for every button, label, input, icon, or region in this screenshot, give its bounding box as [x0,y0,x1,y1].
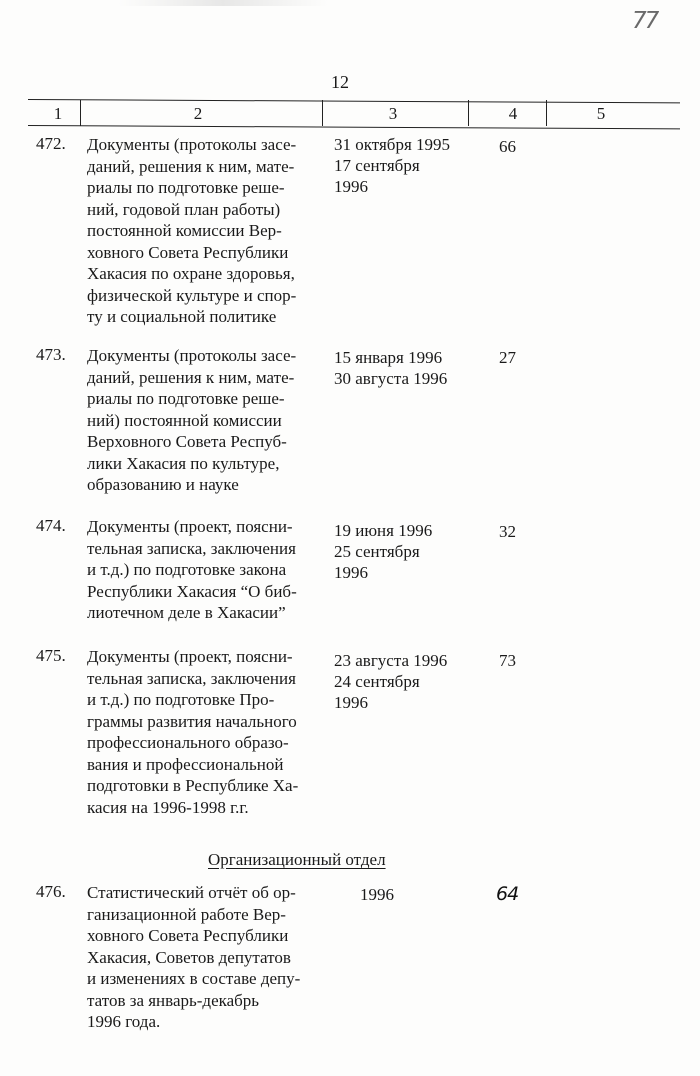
entry-number: 472. [36,134,66,153]
entry-number: 473. [36,345,66,364]
entry-dates: 31 октября 1995 17 сентября 1996 [334,135,451,196]
entry-description: Документы (проект, поясни- тельная записка, заключения и т.д.) по подготовке Про- граммы развития начального профессионального образо- вания и профессиональной подготовки в Республике Ха- касия на 1996-1998 г.г. [87,647,299,817]
table-header-bottom-rule [28,125,680,129]
entry-dates: 23 августа 1996 24 сентября 1996 [334,651,448,712]
entry-dates: 19 июня 1996 25 сентября 1996 [334,521,433,582]
column-header-2: 2 [193,104,203,123]
column-header-1: 1 [53,104,63,123]
page-number: 12 [331,72,349,92]
entry-dates: 15 января 1996 30 августа 1996 [334,348,448,388]
column-header-4: 4 [508,104,518,123]
handwritten-folio-number: 77 [632,8,658,34]
column-header-3: 3 [388,104,398,123]
column-header-5: 5 [596,104,606,123]
scan-smudge [118,0,328,6]
column-divider [80,100,81,126]
table-header-top-rule [28,99,680,103]
entry-description: Документы (проект, поясни- тельная записка, заключения и т.д.) по подготовке закона Республики Хакасия “О биб- лиотечном деле в Хакасии” [87,517,297,622]
entry-number: 475. [36,646,66,665]
entry-dates: 1996 [360,885,394,904]
column-divider [322,100,323,126]
entry-number: 476. [36,882,66,901]
entry-sheet-count: 73 [499,651,516,670]
entry-sheet-count: 32 [499,522,516,541]
column-divider [546,100,547,126]
entry-description: Статистический отчёт об ор- ганизационной работе Вер- ховного Совета Республики Хакасия, Советов депутатов и изменениях в составе депу- татов за январь-декабрь 1996 года. [87,883,301,1031]
entry-sheet-count: 27 [499,348,516,367]
entry-sheet-count: 66 [499,137,516,156]
entry-description: Документы (протоколы засе- даний, решения к ним, мате- риалы по подготовке реше- ний) постоянной комиссии Верховного Совета Респуб- лики Хакасия по культуре, образованию и науке [87,346,297,494]
section-heading: Организационный отдел [208,850,386,869]
entry-sheet-count-handwritten: 64 [496,883,519,905]
entry-description: Документы (протоколы засе- даний, решения к ним, мате- риалы по подготовке реше- ний, годовой план работы) постоянной комиссии Вер- ховного Совета Республики Хакасия по охране здоровья, физической культуре и спор- ту и социальной политике [87,135,297,326]
entry-number: 474. [36,516,66,535]
column-divider [468,100,469,126]
